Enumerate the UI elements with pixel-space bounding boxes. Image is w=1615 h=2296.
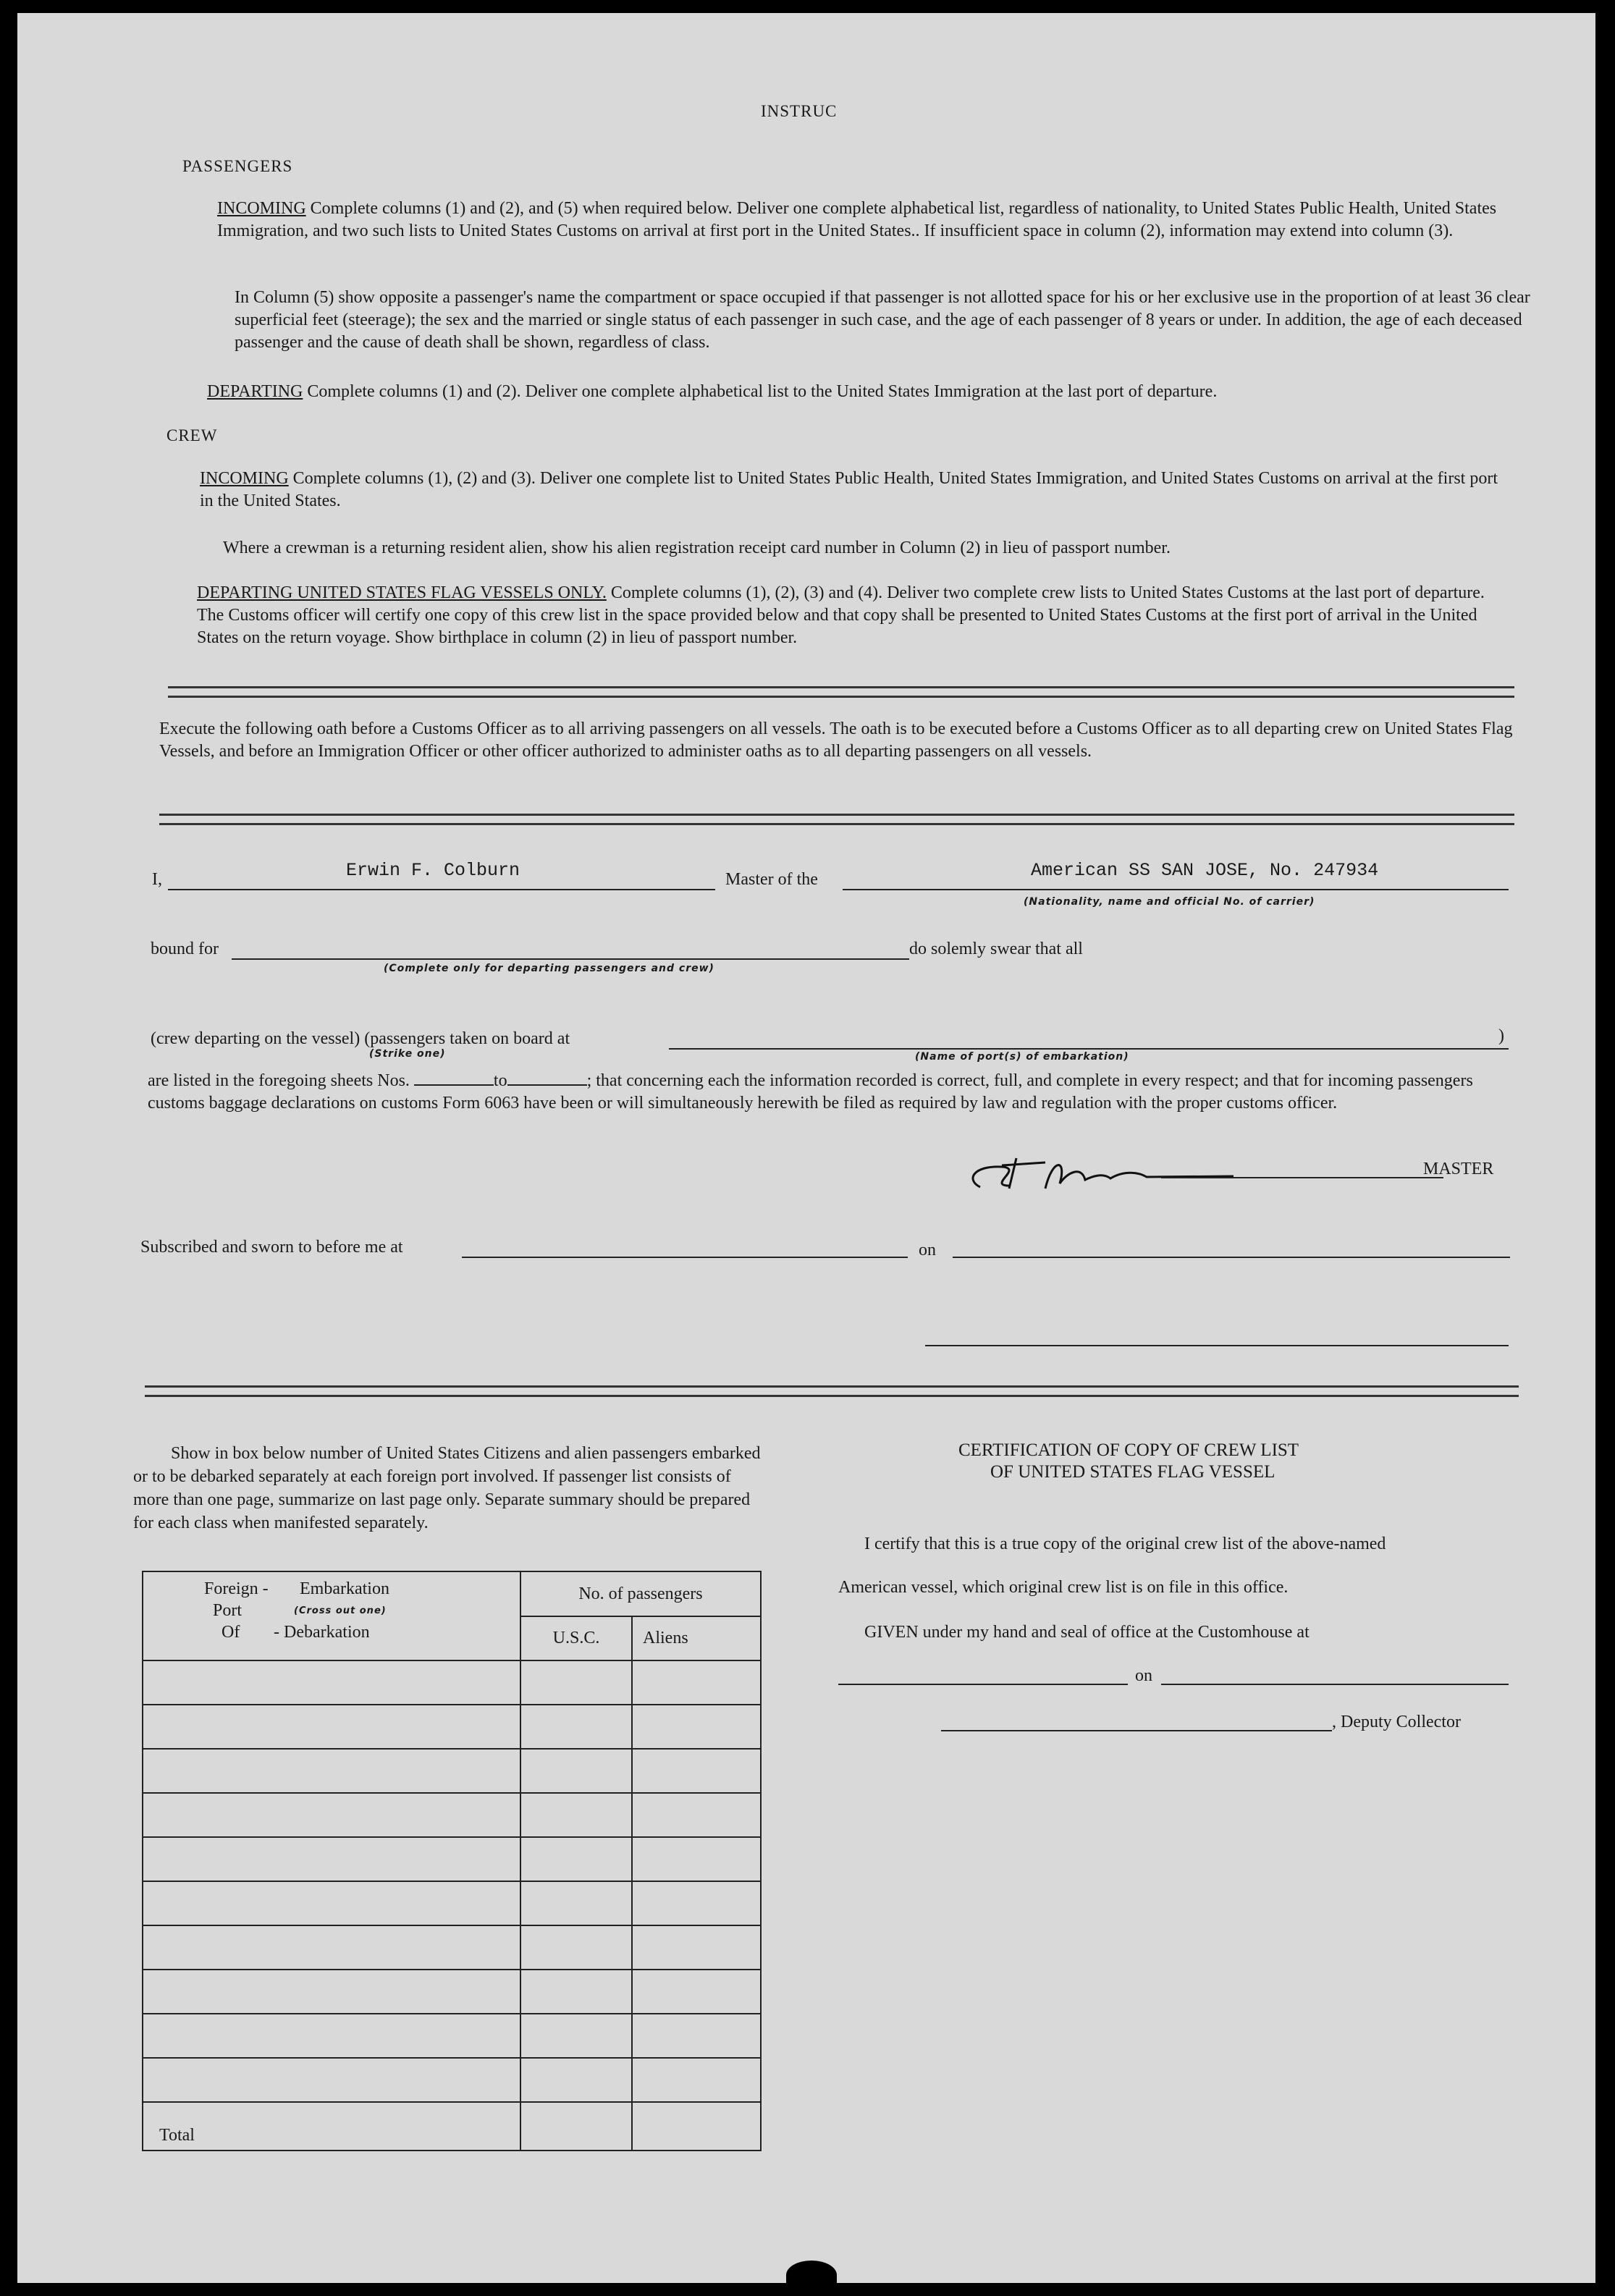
- passengers-heading: PASSENGERS: [182, 157, 293, 175]
- certification-date-field[interactable]: [1161, 1684, 1509, 1685]
- of-label: Of: [222, 1623, 240, 1642]
- aliens-cell[interactable]: [632, 1793, 761, 1837]
- cross-out-caption: (Cross out one): [294, 1605, 387, 1616]
- usc-cell[interactable]: [520, 1881, 632, 1925]
- bound-for-label: bound for: [151, 940, 219, 958]
- port-cell[interactable]: [143, 1793, 520, 1837]
- master-of-label: Master of the: [725, 870, 818, 889]
- passengers-incoming: [217, 198, 1520, 242]
- no-passengers-header: No. of passengers: [520, 1571, 761, 1616]
- aliens-cell[interactable]: [632, 1881, 761, 1925]
- sheets-to: to: [493, 1071, 507, 1090]
- divider-2: [159, 814, 1514, 825]
- usc-cell[interactable]: [520, 2014, 632, 2058]
- table-row: [143, 1793, 761, 1837]
- crew-departing-label: DEPARTING UNITED STATES FLAG VESSELS ONLY.: [197, 583, 607, 602]
- crew-departing: [197, 582, 1514, 649]
- subscribed-on-field[interactable]: [953, 1257, 1510, 1258]
- customhouse-place-field[interactable]: [838, 1684, 1128, 1685]
- subscribed-at-field[interactable]: [462, 1257, 908, 1258]
- crew-incoming-label: INCOMING: [200, 469, 289, 488]
- total-aliens-cell[interactable]: [632, 2102, 761, 2151]
- column5-note: In Column (5) show opposite a passenger's name the compartment or space occupied if that passenger is not allotted space for his or her exclusive use in the proportion of at least 36 clear superficial feet (steerage); the sex and the married or single status of each passenger in such case, and the age of each passenger of 8 years or under. In addition, the age of each deceased passenger and the cause of death shall be shown, regardless of class.: [235, 288, 1530, 352]
- table-row: [143, 1705, 761, 1749]
- aliens-cell[interactable]: [632, 1749, 761, 1793]
- vessel-field[interactable]: [843, 889, 1509, 890]
- port-cell[interactable]: [143, 1970, 520, 2014]
- passengers-incoming-text: Complete columns (1) and (2), and (5) when required below. Deliver one complete alphabetical list, regardless of nationality, to United States Public Health, United States Immigration, and two such lists to United States Customs on arrival at first port in the United States.. If insufficient space in column (2), information may extend into column (3).: [217, 199, 1497, 240]
- port-cell[interactable]: [143, 1705, 520, 1749]
- passengers-departing-text: Complete columns (1) and (2). Deliver one complete alphabetical list to the United States Immigration at the last port of departure.: [307, 382, 1218, 401]
- port-cell[interactable]: [143, 2014, 520, 2058]
- swear-text: do solemly swear that all: [909, 940, 1083, 958]
- master-label: MASTER: [1423, 1160, 1494, 1178]
- certify-line-3: GIVEN under my hand and seal of office at the Customhouse at: [864, 1623, 1310, 1642]
- passengers-incoming-label: INCOMING: [217, 199, 306, 218]
- bound-for-field[interactable]: [232, 958, 909, 960]
- master-name-field[interactable]: [168, 889, 715, 890]
- total-label: Total: [143, 2102, 520, 2151]
- form-page: [17, 13, 1595, 2283]
- oath-body: [148, 1070, 1523, 1115]
- sheets-suffix: ; that concerning each the information recorded is correct, full, and complete in every respect; and that for incoming passengers customs baggage declarations on customs Form 6063 have been or will simultaneously herewith be filed as required by law and regulation with the proper customs officer.: [148, 1071, 1473, 1113]
- crew-departing-text: Complete columns (1), (2), (3) and (4). Deliver two complete crew lists to United States Customs at the last port of departure. The Customs officer will certify one copy of this crew list in the space provided below and that copy shall be presented to United States Customs at the first port of arrival in the United States on the return voyage. Show birthplace in column (2) in lieu of passport number.: [197, 583, 1485, 647]
- usc-cell[interactable]: [520, 1925, 632, 1970]
- passengers-departing-label: DEPARTING: [207, 382, 303, 401]
- crew-incoming: [200, 468, 1510, 512]
- table-row: [143, 1881, 761, 1925]
- aliens-header: Aliens: [632, 1616, 761, 1660]
- aliens-cell[interactable]: [632, 1837, 761, 1881]
- aliens-cell[interactable]: [632, 2014, 761, 2058]
- usc-header: U.S.C.: [520, 1616, 632, 1660]
- passenger-summary-table: [142, 1571, 762, 2151]
- total-usc-cell[interactable]: [520, 2102, 632, 2151]
- embarkation-label: Embarkation: [300, 1579, 389, 1598]
- embarkation-port-field[interactable]: [669, 1048, 1509, 1050]
- port-cell[interactable]: [143, 1660, 520, 1705]
- certification-on-label: on: [1135, 1666, 1152, 1685]
- punch-hole: [786, 2261, 837, 2283]
- port-cell[interactable]: [143, 1925, 520, 1970]
- deputy-collector-label: , Deputy Collector: [1332, 1713, 1461, 1731]
- debarkation-label: - Debarkation: [274, 1623, 370, 1642]
- oath-instruction: Execute the following oath before a Customs Officer as to all arriving passengers on all vessels. The oath is to be executed before a Customs Officer as to all departing crew on United States Flag Vessels, and before an Immigration Officer or other officer authorized to administer oaths as to all departing passengers on all vessels.: [159, 719, 1513, 761]
- usc-cell[interactable]: [520, 1705, 632, 1749]
- crew-incoming-text: Complete columns (1), (2) and (3). Deliver one complete list to United States Public Health, United States Immigration, and United States Customs on arrival at the first port in the United States.: [200, 469, 1498, 510]
- usc-cell[interactable]: [520, 1660, 632, 1705]
- sheets-from-field[interactable]: [414, 1084, 494, 1086]
- oath-i-label: I,: [152, 870, 162, 889]
- table-row: [143, 2014, 761, 2058]
- master-name-value: Erwin F. Colburn: [346, 860, 520, 881]
- subscribed-label: Subscribed and sworn to before me at: [140, 1238, 403, 1257]
- usc-cell[interactable]: [520, 1970, 632, 2014]
- certification-title-1: CERTIFICATION OF COPY OF CREW LIST: [958, 1440, 1299, 1460]
- divider-1: [168, 686, 1514, 698]
- usc-cell[interactable]: [520, 1837, 632, 1881]
- port-cell[interactable]: [143, 2058, 520, 2102]
- table-row: [143, 1970, 761, 2014]
- crew-heading: CREW: [166, 426, 218, 444]
- vessel-value: American SS SAN JOSE, No. 247934: [1031, 860, 1379, 881]
- aliens-cell[interactable]: [632, 1660, 761, 1705]
- sheets-to-field[interactable]: [507, 1084, 587, 1086]
- subscribed-on-label: on: [919, 1241, 936, 1259]
- usc-cell[interactable]: [520, 1793, 632, 1837]
- port-cell[interactable]: [143, 1749, 520, 1793]
- embarkation-caption: (Name of port(s) of embarkation): [915, 1051, 1129, 1063]
- table-row: [143, 1660, 761, 1705]
- officer-signature-field[interactable]: [925, 1345, 1509, 1346]
- usc-cell[interactable]: [520, 2058, 632, 2102]
- crew-alien-note: Where a crewman is a returning resident alien, show his alien registration receipt card number in Column (2) in lieu of passport number.: [223, 539, 1171, 557]
- strike-caption: (Strike one): [369, 1048, 446, 1060]
- table-row: [143, 1925, 761, 1970]
- port-cell[interactable]: [143, 1881, 520, 1925]
- port-label: Port: [213, 1601, 243, 1620]
- summary-instruction: Show in box below number of United States Citizens and alien passengers embarked or to be debarked separately at each foreign port involved. If passenger list consists of more than one page, summarize on last page only. Separate summary should be prepared for each class when manifested separately.: [133, 1444, 761, 1532]
- table-row: [143, 2058, 761, 2102]
- aliens-cell[interactable]: [632, 1705, 761, 1749]
- vessel-caption: (Nationality, name and official No. of carrier): [1024, 896, 1315, 908]
- closing-paren: ): [1498, 1026, 1504, 1045]
- divider-3: [145, 1385, 1519, 1397]
- certify-line-2: American vessel, which original crew list is on file in this office.: [838, 1578, 1289, 1597]
- total-row: [143, 2102, 761, 2151]
- port-header: [143, 1571, 520, 1660]
- instructions-title: INSTRUC: [761, 102, 838, 120]
- deputy-collector-signature-field[interactable]: [941, 1730, 1332, 1731]
- certify-line-1: I certify that this is a true copy of the original crew list of the above-named: [864, 1535, 1386, 1553]
- master-signature-line[interactable]: [1161, 1177, 1443, 1178]
- bound-for-caption: (Complete only for departing passengers and crew): [384, 963, 714, 974]
- aliens-cell[interactable]: [632, 2058, 761, 2102]
- aliens-cell[interactable]: [632, 1970, 761, 2014]
- certification-title-2: OF UNITED STATES FLAG VESSEL: [990, 1462, 1275, 1482]
- sheets-prefix: are listed in the foregoing sheets Nos.: [148, 1071, 410, 1090]
- usc-cell[interactable]: [520, 1749, 632, 1793]
- port-cell[interactable]: [143, 1837, 520, 1881]
- master-signature: [958, 1144, 1234, 1202]
- foreign-label: Foreign -: [204, 1579, 269, 1598]
- aliens-cell[interactable]: [632, 1925, 761, 1970]
- crew-departing-strike-label: (crew departing on the vessel) (passengers taken on board at: [151, 1029, 570, 1048]
- table-row: [143, 1837, 761, 1881]
- passengers-departing: [207, 381, 1525, 403]
- table-row: [143, 1749, 761, 1793]
